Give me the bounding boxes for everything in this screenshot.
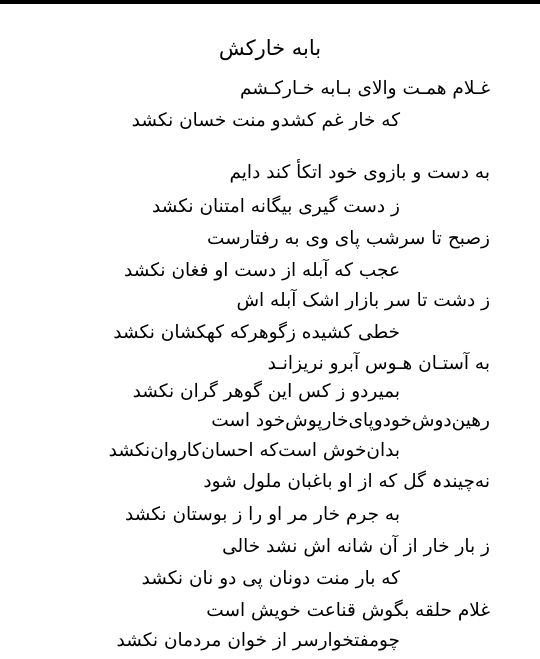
poem-line: غلام حلقه بگوش قناعت خویش است xyxy=(206,600,490,621)
poem-line: نه‌چیندہ گل که از او باغبان ملول شود xyxy=(203,471,490,492)
poem-line: خطی کشیده زگوهرکه کهکشان نکشد xyxy=(113,322,400,343)
poem-line: که خار غم کشدو منت خسان نکشد xyxy=(131,110,400,131)
poem-line: بدان‌خوش است‌که احسان‌کاروان‌نکشد xyxy=(108,440,400,461)
poem-line: بمیردو ز کس این گوهر گران نکشد xyxy=(132,381,400,402)
poem-line: چومفتخوارسر از خوان مردمان نکشد xyxy=(116,630,400,651)
poem-line: به آستـان هـوس آبرو نریزانـد xyxy=(267,353,490,374)
poem-line: رهین‌دوش‌خودو‌پای‌خارپوش‌خود است xyxy=(211,410,490,431)
poem-line: عجب که آبله از دست او فغان نکشد xyxy=(124,260,400,281)
poem-line: غـلام همـت والای بـابه خـارکـشم xyxy=(240,78,490,99)
poem-line: که بار منت دونان پی دو نان نکشد xyxy=(141,568,400,589)
poem-line: ز بار خار از آن شانه اش نشد خالی xyxy=(222,536,490,557)
poem-line: ز دشت تا سر بازار اشک آبله اش xyxy=(236,290,490,311)
poem-body xyxy=(40,78,490,653)
poem-line: به جرم خار مر او را ز بوستان نکشد xyxy=(124,504,400,525)
poem-line: ز دست گیری بیگانه امتنان نکشد xyxy=(152,196,400,217)
top-border-rule xyxy=(0,0,540,4)
poem-title: بابه خارکش xyxy=(218,36,322,60)
poem-line: به دست و بازوی خود اتکأ کند دایم xyxy=(229,162,490,183)
poem-line: زصبح تا سرشب پای وی به رفتارست xyxy=(207,228,490,249)
